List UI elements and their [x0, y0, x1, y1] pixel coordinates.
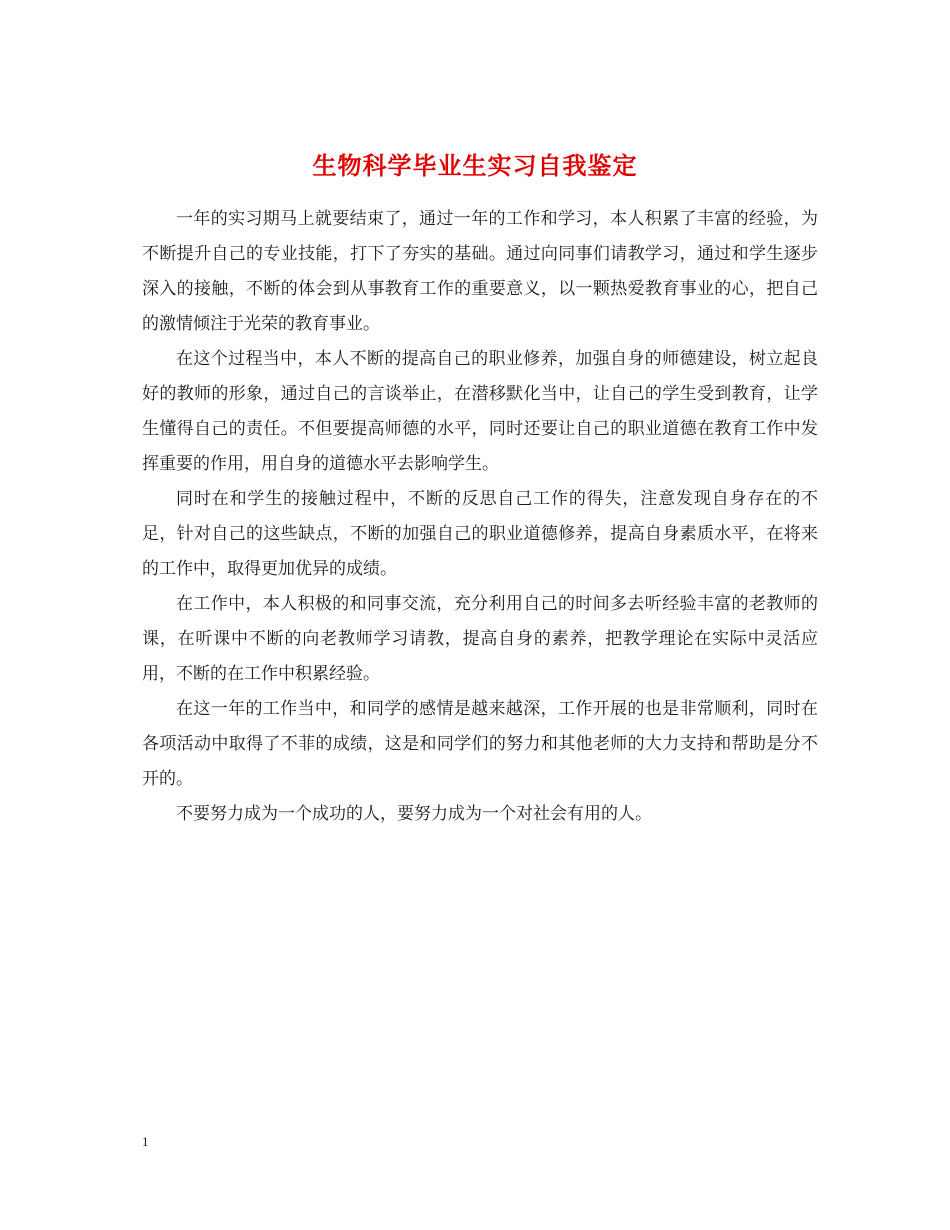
body-paragraph-2: 在这个过程当中，本人不断的提高自己的职业修养，加强自身的师德建设，树立起良好的教师的形象，通过自己的言谈举止，在潜移默化当中，让自己的学生受到教育，让学生懂得自己的责任。不但要提高师德的水平，同时还要让自己的职业道德在教育工作中发挥重要的作用，用自身的道德水平去影响学生。 [142, 349, 818, 474]
document-title: 生物科学毕业生实习自我鉴定 [312, 151, 638, 181]
body-paragraph-3: 同时在和学生的接触过程中，不断的反思自己工作的得失，注意发现自身存在的不足，针对自己的这些缺点，不断的加强自己的职业道德修养，提高自身素质水平，在将来的工作中，取得更加优异的成绩。 [142, 489, 818, 579]
body-paragraph-1: 一年的实习期马上就要结束了，通过一年的工作和学习，本人积累了丰富的经验，为不断提升自己的专业技能，打下了夯实的基础。通过向同事们请教学习，通过和学生逐步深入的接触，不断的体会到从事教育工作的重要意义，以一颗热爱教育事业的心，把自己的激情倾注于光荣的教育事业。 [142, 209, 818, 334]
document-body [142, 202, 818, 832]
page-number: 1 [142, 1134, 149, 1149]
body-paragraph-4: 在工作中，本人积极的和同事交流，充分利用自己的时间多去听经验丰富的老教师的课，在听课中不断的向老教师学习请教，提高自身的素养，把教学理论在实际中灵活应用，不断的在工作中积累经验。 [142, 594, 818, 684]
body-paragraph-6: 不要努力成为一个成功的人，要努力成为一个对社会有用的人。 [176, 804, 652, 824]
body-paragraph-5: 在这一年的工作当中，和同学的感情是越来越深，工作开展的也是非常顺利，同时在各项活动中取得了不菲的成绩，这是和同学们的努力和其他老师的大力支持和帮助是分不开的。 [142, 699, 818, 789]
